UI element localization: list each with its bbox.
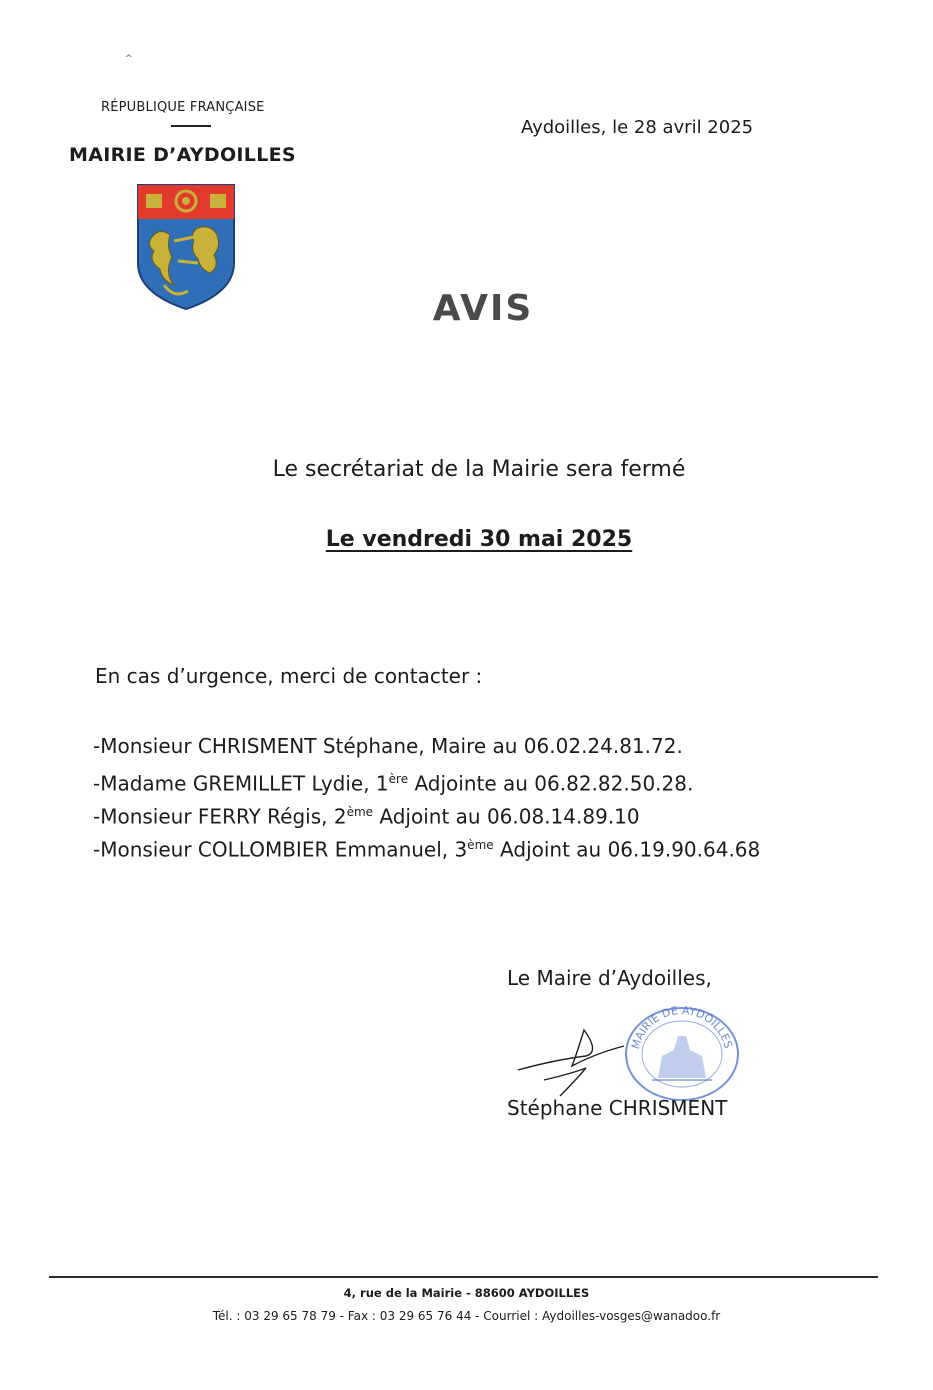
footer-address: 4, rue de la Mairie - 88600 AYDOILLES bbox=[343, 1286, 590, 1300]
stamp-text: MAIRIE DE AYDOILLES bbox=[628, 1003, 735, 1051]
footer-contact-info: Tél. : 03 29 65 78 79 - Fax : 03 29 65 76 44 - Courriel : Aydoilles-vosges@wanadoo.fr bbox=[212, 1309, 721, 1323]
contact-item-first-deputy bbox=[93, 763, 760, 796]
contact-text: -Monsieur FERRY Régis, 2 bbox=[93, 804, 347, 829]
signoff-line: Le Maire d’Aydoilles, bbox=[507, 966, 712, 990]
contact-text: -Madame GREMILLET Lydie, 1 bbox=[93, 771, 389, 796]
contact-text-after: Adjointe au 06.82.82.50.28. bbox=[408, 771, 694, 796]
closure-message: Le secrétariat de la Mairie sera fermé bbox=[272, 457, 686, 482]
ordinal-suffix: ème bbox=[346, 805, 374, 819]
mairie-name: MAIRIE D’AYDOILLES bbox=[69, 144, 296, 166]
republique-francaise-heading: RÉPUBLIQUE FRANÇAISE bbox=[101, 100, 265, 115]
notice-title: AVIS bbox=[432, 288, 534, 329]
emergency-contact-list bbox=[93, 730, 760, 862]
contact-text-after: Adjoint au 06.08.14.89.10 bbox=[373, 804, 640, 829]
ordinal-suffix: ère bbox=[388, 772, 409, 786]
ordinal-suffix: ème bbox=[467, 838, 494, 852]
handwritten-signature bbox=[514, 1016, 634, 1098]
letter-date: Aydoilles, le 28 avril 2025 bbox=[521, 117, 754, 138]
signer-name: Stéphane CHRISMENT bbox=[507, 1096, 728, 1120]
contact-text: -Monsieur COLLOMBIER Emmanuel, 3 bbox=[93, 837, 468, 862]
footer-divider bbox=[49, 1276, 878, 1278]
contact-item-mayor bbox=[93, 730, 760, 763]
contact-item-second-deputy bbox=[93, 796, 760, 829]
official-stamp-icon bbox=[622, 996, 742, 1102]
emergency-intro: En cas d’urgence, merci de contacter : bbox=[95, 664, 483, 688]
contact-item-third-deputy bbox=[93, 829, 760, 862]
contact-text: -Monsieur CHRISMENT Stéphane, Maire au 06.02.24.81.72. bbox=[93, 734, 683, 758]
closure-date: Le vendredi 30 mai 2025 bbox=[325, 527, 633, 552]
header-divider bbox=[171, 125, 211, 127]
contact-text-after: Adjoint au 06.19.90.64.68 bbox=[493, 837, 761, 862]
scan-mark: ^ bbox=[125, 54, 133, 64]
